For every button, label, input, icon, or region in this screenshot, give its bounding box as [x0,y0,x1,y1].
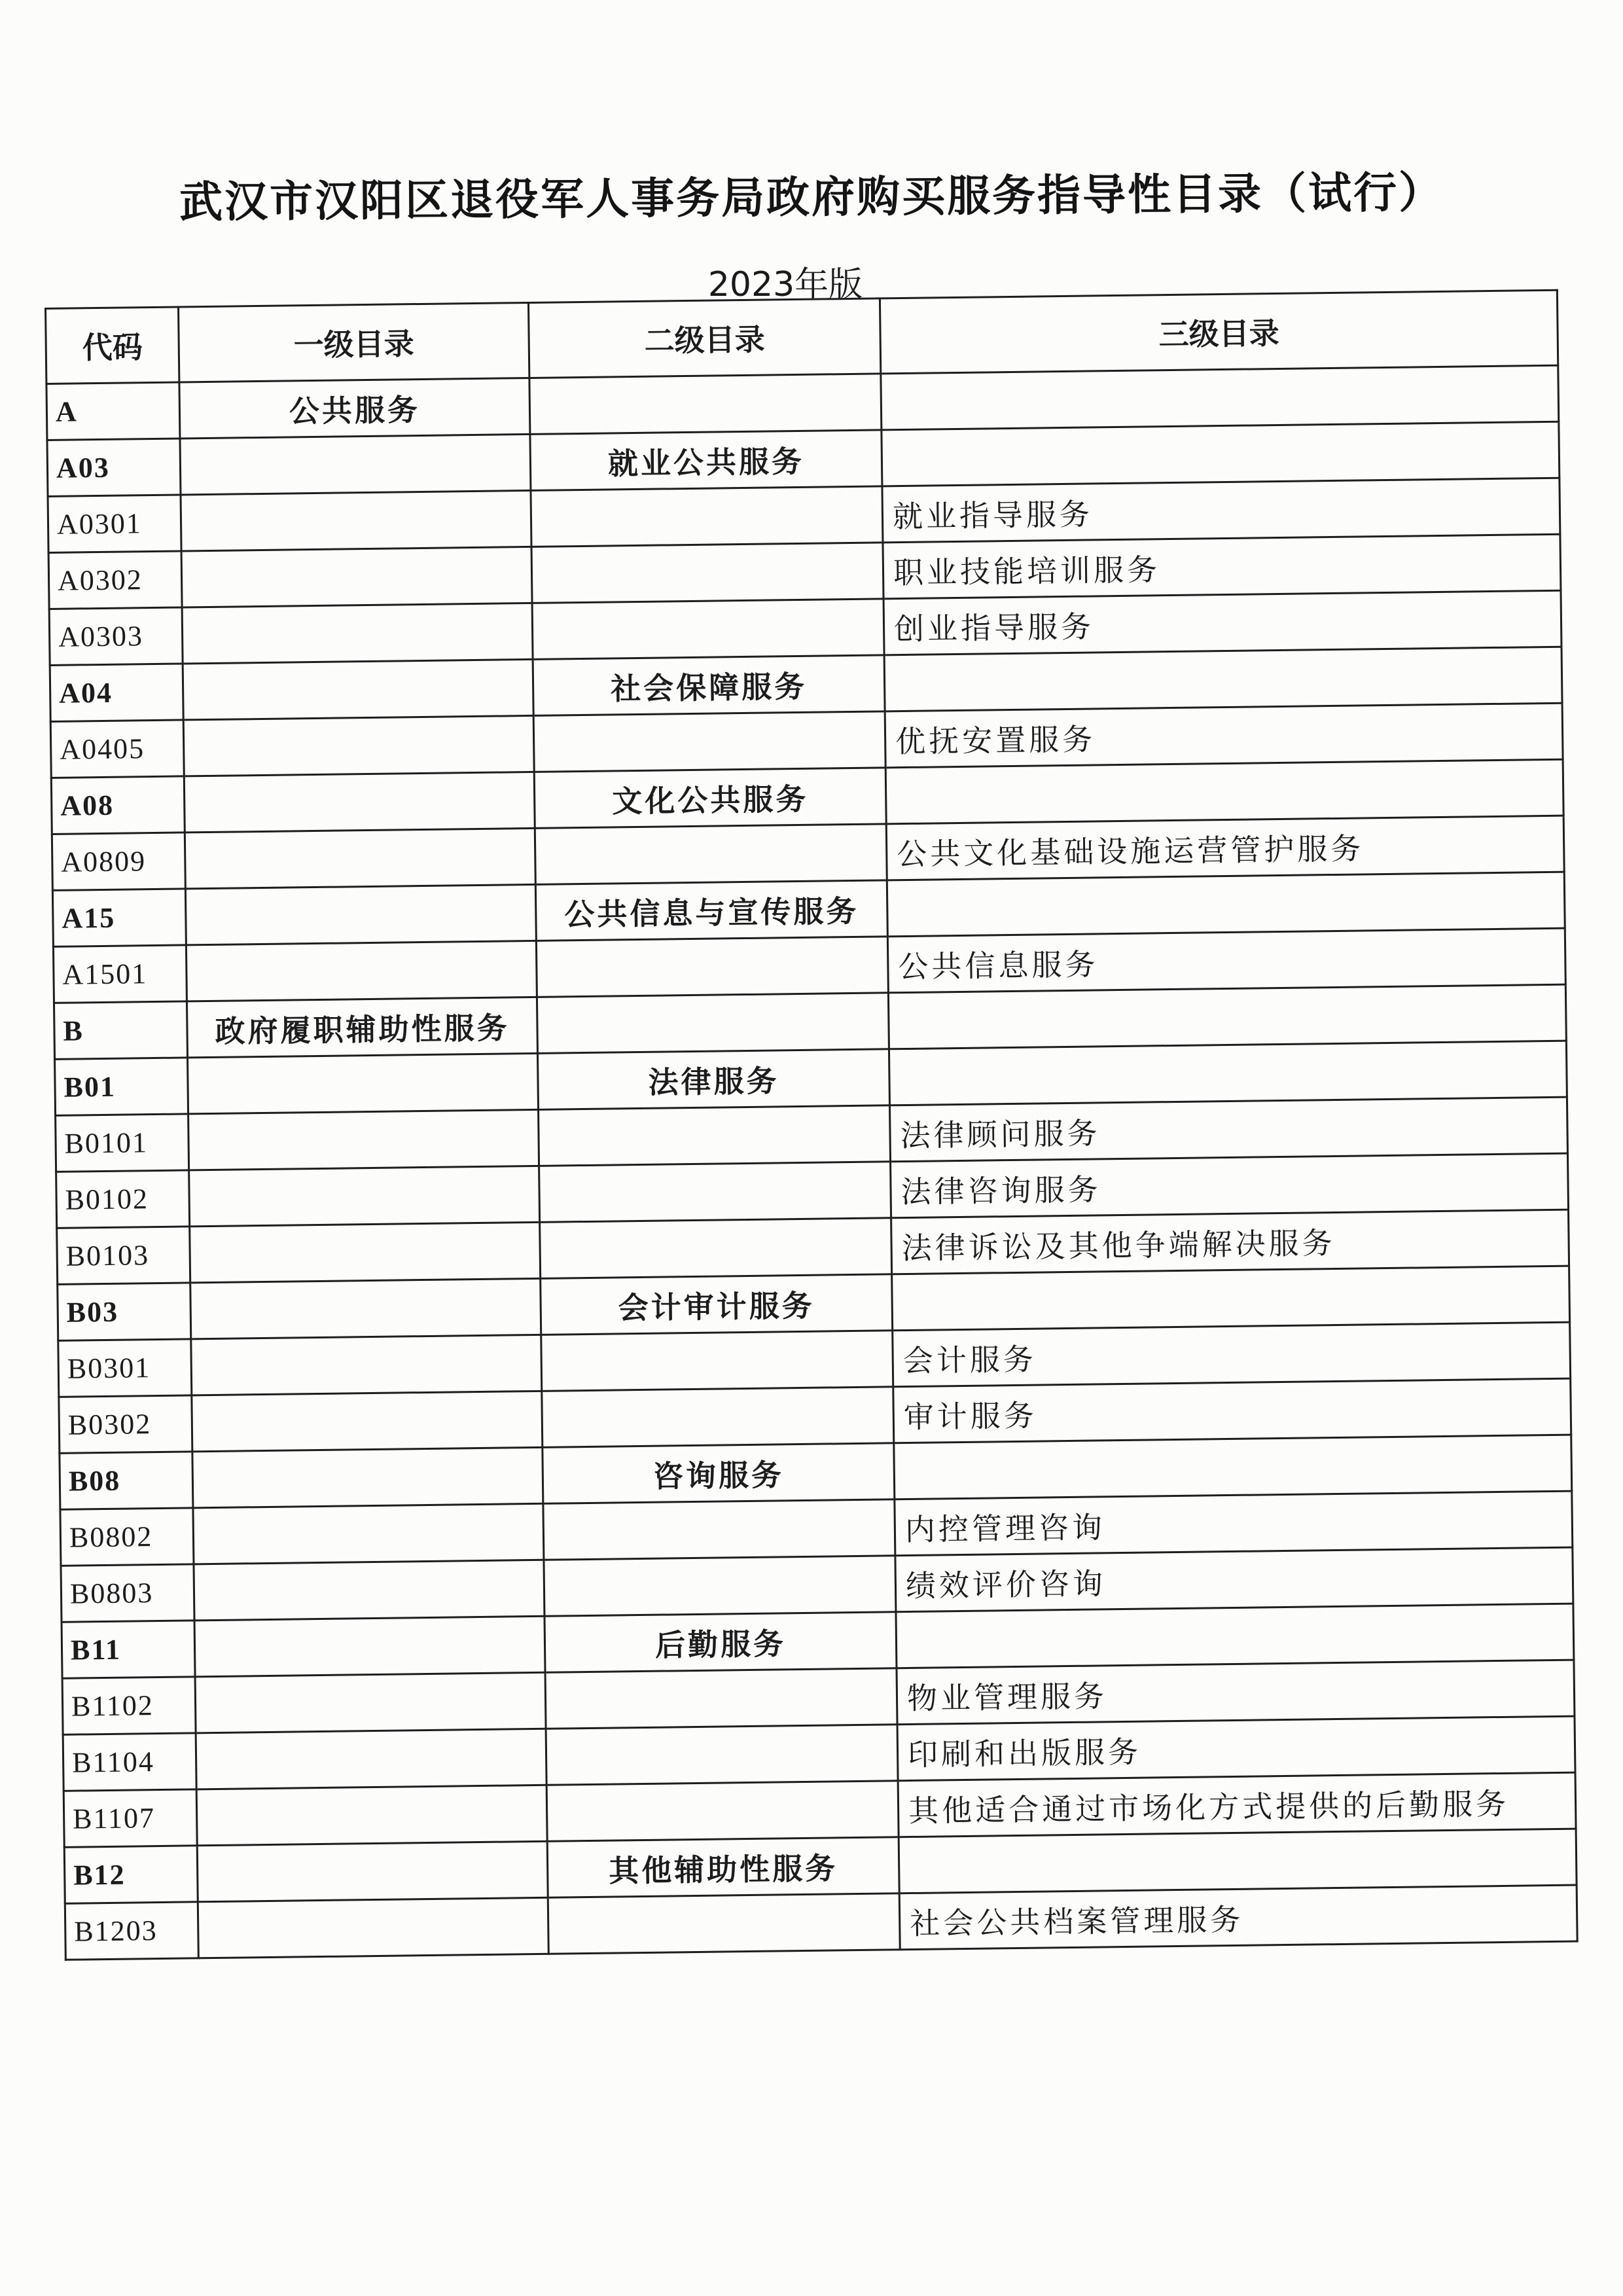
level2-cell [537,993,889,1054]
code-cell: B08 [60,1452,193,1509]
level2-cell [532,599,884,660]
code-cell: A0809 [52,833,185,890]
level1-cell [196,1729,546,1789]
level3-cell: 社会公共档案管理服务 [899,1885,1577,1950]
catalog-table-wrapper [45,289,1578,1961]
level3-cell [881,365,1559,430]
level1-cell [189,1166,540,1227]
level2-cell [544,1556,896,1617]
code-cell: B01 [55,1058,188,1115]
level2-cell [548,1893,900,1954]
level3-cell: 创业指导服务 [883,590,1561,655]
header-code: 代码 [46,307,179,384]
level3-cell [888,984,1566,1049]
code-cell: B1107 [63,1789,197,1847]
code-cell: B [54,1001,187,1059]
level1-cell [185,884,536,945]
level1-cell [194,1560,544,1621]
code-cell: B0803 [61,1564,194,1622]
code-cell: B1102 [62,1677,196,1734]
level2-cell [533,711,885,772]
level1-cell [184,772,535,833]
code-cell: B1203 [65,1902,198,1960]
level3-cell: 印刷和出版服务 [897,1716,1575,1781]
level1-cell [185,828,535,889]
code-cell: A0303 [49,607,183,665]
level1-cell [183,659,533,720]
level2-cell [542,1387,894,1448]
level3-cell: 绩效评价咨询 [895,1547,1573,1612]
level3-cell: 职业技能培训服务 [883,534,1561,599]
level1-cell [188,1053,539,1114]
level3-cell: 公共信息服务 [887,928,1565,993]
code-cell: A08 [51,776,185,834]
level2-cell [529,374,882,435]
code-cell: B12 [64,1846,198,1903]
level3-cell [887,872,1565,937]
level3-cell: 内控管理咨询 [895,1491,1573,1556]
level2-cell [539,1162,891,1223]
level2-cell [531,486,883,547]
code-cell: B03 [58,1283,191,1340]
level1-cell [196,1785,547,1846]
catalog-table [45,289,1578,1961]
level3-cell: 审计服务 [893,1378,1571,1443]
level2-cell: 公共信息与宣传服务 [535,880,887,941]
level3-cell: 法律诉讼及其他争端解决服务 [891,1210,1569,1274]
level3-cell: 优抚安置服务 [885,703,1563,768]
level3-cell: 就业指导服务 [882,478,1560,543]
code-cell: A0302 [48,551,182,609]
level2-cell [546,1725,898,1785]
level2-cell [546,1781,899,1842]
code-cell: B0301 [58,1339,192,1397]
level1-cell [181,490,531,551]
level1-cell [180,434,531,495]
level2-cell: 咨询服务 [543,1443,895,1504]
level1-cell [182,603,533,664]
level3-cell: 物业管理服务 [897,1660,1575,1725]
level3-cell: 法律顾问服务 [889,1097,1567,1162]
level2-cell: 就业公共服务 [530,430,882,491]
code-cell: B0302 [59,1395,192,1453]
code-cell: A0301 [48,495,181,552]
level1-cell [186,941,537,1001]
edition-label: 2023年版 [707,265,863,304]
level3-cell [899,1829,1577,1893]
code-cell: A15 [52,889,186,946]
level2-cell: 法律服务 [537,1049,889,1110]
code-cell: B1104 [63,1733,196,1791]
level3-cell [882,422,1560,486]
level2-cell: 会计审计服务 [541,1274,893,1335]
code-cell: A [46,382,180,440]
code-cell: B0802 [60,1508,194,1566]
level2-cell [545,1668,897,1729]
level1-cell [195,1672,546,1733]
level2-cell: 社会保障服务 [533,655,885,716]
level1-cell [188,1109,539,1170]
level2-cell [541,1331,893,1391]
level1-cell [198,1897,548,1958]
level3-cell: 其他适合通过市场化方式提供的后勤服务 [898,1772,1576,1837]
level1-cell [192,1447,543,1508]
level1-cell: 公共服务 [179,378,530,439]
level3-cell [892,1266,1570,1331]
level3-cell [894,1435,1572,1499]
level2-cell [536,937,888,997]
level1-cell [190,1222,541,1283]
level2-cell: 文化公共服务 [534,768,886,829]
code-cell: A1501 [53,945,187,1003]
level3-cell [884,647,1562,711]
level1-cell [183,715,534,776]
level2-cell: 后勤服务 [544,1612,897,1673]
code-cell: B0102 [56,1170,190,1228]
level1-cell [191,1335,542,1395]
code-cell: A03 [47,439,181,496]
header-level2: 二级目录 [528,298,880,378]
level3-cell: 会计服务 [893,1322,1571,1387]
level3-cell [885,759,1563,824]
level3-cell: 法律咨询服务 [891,1153,1569,1218]
level3-cell [889,1041,1567,1105]
code-cell: B0103 [57,1227,190,1284]
level1-cell [190,1278,541,1339]
code-cell: B11 [62,1621,195,1678]
level2-cell [540,1218,892,1279]
level1-cell: 政府履职辅助性服务 [187,997,537,1058]
header-level1: 一级目录 [179,302,529,382]
level1-cell [181,547,532,607]
level3-cell: 公共文化基础设施运营管护服务 [886,816,1564,880]
level1-cell [193,1503,544,1564]
level1-cell [194,1616,545,1677]
level2-cell [535,824,887,885]
level2-cell [531,543,883,603]
level2-cell: 其他辅助性服务 [547,1837,899,1898]
level2-cell [543,1499,895,1560]
level3-cell [896,1604,1574,1668]
code-cell: A04 [50,664,183,721]
level1-cell [197,1841,548,1902]
level1-cell [192,1391,543,1452]
header-level3: 三级目录 [880,290,1558,374]
code-cell: A0405 [50,720,184,778]
document-title: 武汉市汉阳区退役军人事务局政府购买服务指导性目录（试行） [179,166,1444,228]
code-cell: B0101 [56,1114,189,1172]
level2-cell [539,1105,891,1166]
